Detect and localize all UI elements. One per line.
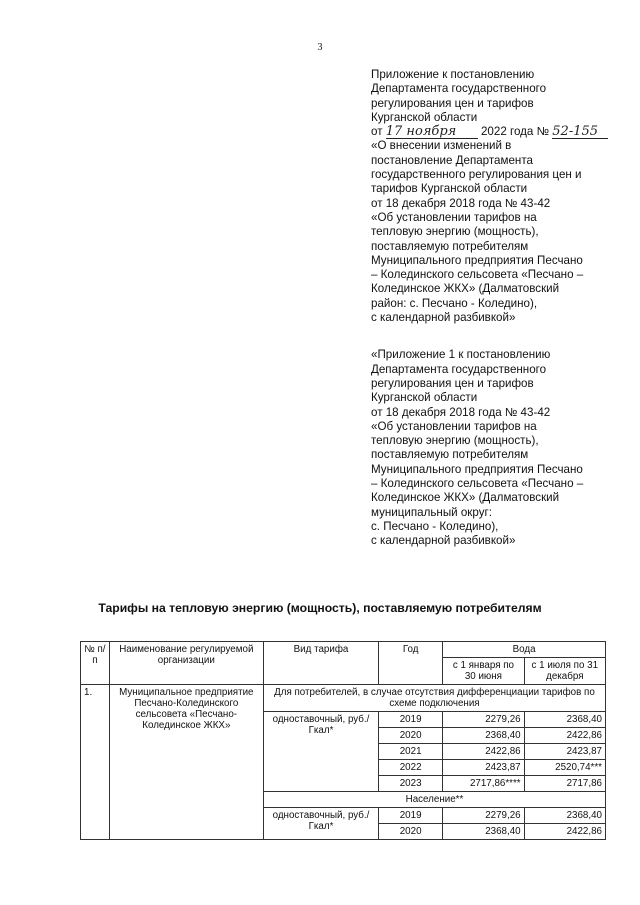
year-cell: 2021 xyxy=(379,744,443,760)
handwritten-number: 52-155 xyxy=(552,126,608,139)
annex-line: – Колединского сельсовета «Песчано – xyxy=(371,477,584,491)
annex-line: тепловую энергию (мощность), xyxy=(371,434,539,448)
header-line: тарифов Курганской области xyxy=(371,182,528,196)
year-cell: 2020 xyxy=(379,728,443,744)
annex-line: Курганской области xyxy=(371,391,478,405)
value-cell: 2717,86**** xyxy=(443,776,524,792)
date-line xyxy=(371,125,633,139)
value-cell: 2422,86 xyxy=(524,728,605,744)
header-line: Курганской области xyxy=(371,110,478,124)
year-cell: 2019 xyxy=(379,808,443,824)
header-line: «Об установлении тарифов на xyxy=(371,210,537,224)
table-title: Тарифы на тепловую энергию (мощность), поставляемую потребителям xyxy=(98,601,542,615)
group-label: Население** xyxy=(263,792,605,808)
header-line: район: с. Песчано - Колединo), xyxy=(371,296,538,310)
annex-line: поставляемую потребителям xyxy=(371,448,529,462)
header-line: государственного регулирования цен и xyxy=(371,168,582,182)
header-line: Муниципального предприятия Песчано xyxy=(371,253,583,267)
date-suffix: 2022 года № xyxy=(480,125,550,139)
annex-line: «Приложение 1 к постановлению xyxy=(371,348,551,362)
date-prefix: от xyxy=(371,125,383,139)
header-line: поставляемую потребителям xyxy=(371,239,529,253)
col-header-period1: с 1 января по 30 июня xyxy=(443,658,524,685)
value-cell: 2717,86 xyxy=(524,776,605,792)
col-header-year: Год xyxy=(379,642,443,685)
value-cell: 2422,86 xyxy=(524,824,605,840)
col-header-water: Вода xyxy=(443,642,606,658)
year-cell: 2020 xyxy=(379,824,443,840)
col-header-num: № п/п xyxy=(81,642,110,685)
value-cell: 2279,26 xyxy=(443,808,524,824)
annex-line: Департамента государственного xyxy=(371,362,547,376)
value-cell: 2368,40 xyxy=(524,712,605,728)
tariff-type: одноставочный, руб./Гкал* xyxy=(263,808,378,840)
header-line: «О внесении изменений в xyxy=(371,139,512,153)
annex-line: регулирования цен и тарифов xyxy=(371,376,534,390)
value-cell: 2520,74*** xyxy=(524,760,605,776)
header-line: от 18 декабря 2018 года № 43-42 xyxy=(371,196,551,210)
value-cell: 2422,86 xyxy=(443,744,524,760)
org-name: Муниципальное предприятие Песчано-Колединского сельсовета «Песчано-Колединское ЖКХ» xyxy=(109,685,263,840)
value-cell: 2368,40 xyxy=(443,824,524,840)
row-number: 1. xyxy=(81,685,110,840)
annex-header xyxy=(371,68,633,549)
year-cell: 2019 xyxy=(379,712,443,728)
annex-line: от 18 декабря 2018 года № 43-42 xyxy=(371,405,551,419)
group-label: Для потребителей, в случае отсутствия дифференциации тарифов по схеме подключения xyxy=(263,685,605,712)
annex-line: муниципальный округ: xyxy=(371,505,492,519)
header-line: Приложение к постановлению xyxy=(371,68,535,81)
year-cell: 2022 xyxy=(379,760,443,776)
col-header-period2: с 1 июля по 31 декабря xyxy=(524,658,605,685)
col-header-type: Вид тарифа xyxy=(263,642,378,685)
header-line: Колединское ЖКХ» (Далматовский xyxy=(371,282,560,296)
annex-line: «Об установлении тарифов на xyxy=(371,419,537,433)
tariff-table xyxy=(80,641,606,840)
year-cell: 2023 xyxy=(379,776,443,792)
spacer xyxy=(371,325,633,348)
annex-line: с. Песчано - Коледино), xyxy=(371,519,499,533)
handwritten-date: 17 ноября xyxy=(386,126,478,139)
header-line: тепловую энергию (мощность), xyxy=(371,225,539,239)
value-cell: 2423,87 xyxy=(443,760,524,776)
value-cell: 2368,40 xyxy=(524,808,605,824)
header-row xyxy=(81,642,606,658)
value-cell: 2423,87 xyxy=(524,744,605,760)
header-line: регулирования цен и тарифов xyxy=(371,96,534,110)
header-line: Департамента государственного xyxy=(371,82,547,96)
annex-line: с календарной разбивкой» xyxy=(371,534,516,548)
table-row xyxy=(81,685,606,712)
annex-line: Колединское ЖКХ» (Далматовский xyxy=(371,491,560,505)
tariff-type: одноставочный, руб./Гкал* xyxy=(263,712,378,792)
header-line: постановление Департамента xyxy=(371,153,533,167)
value-cell: 2279,26 xyxy=(443,712,524,728)
header-line: – Колединского сельсовета «Песчано – xyxy=(371,268,584,282)
annex-line: Муниципального предприятия Песчано xyxy=(371,462,583,476)
header-line: с календарной разбивкой» xyxy=(371,311,516,325)
col-header-org: Наименование регулируемой организации xyxy=(109,642,263,685)
value-cell: 2368,40 xyxy=(443,728,524,744)
page-number: 3 xyxy=(317,42,323,53)
